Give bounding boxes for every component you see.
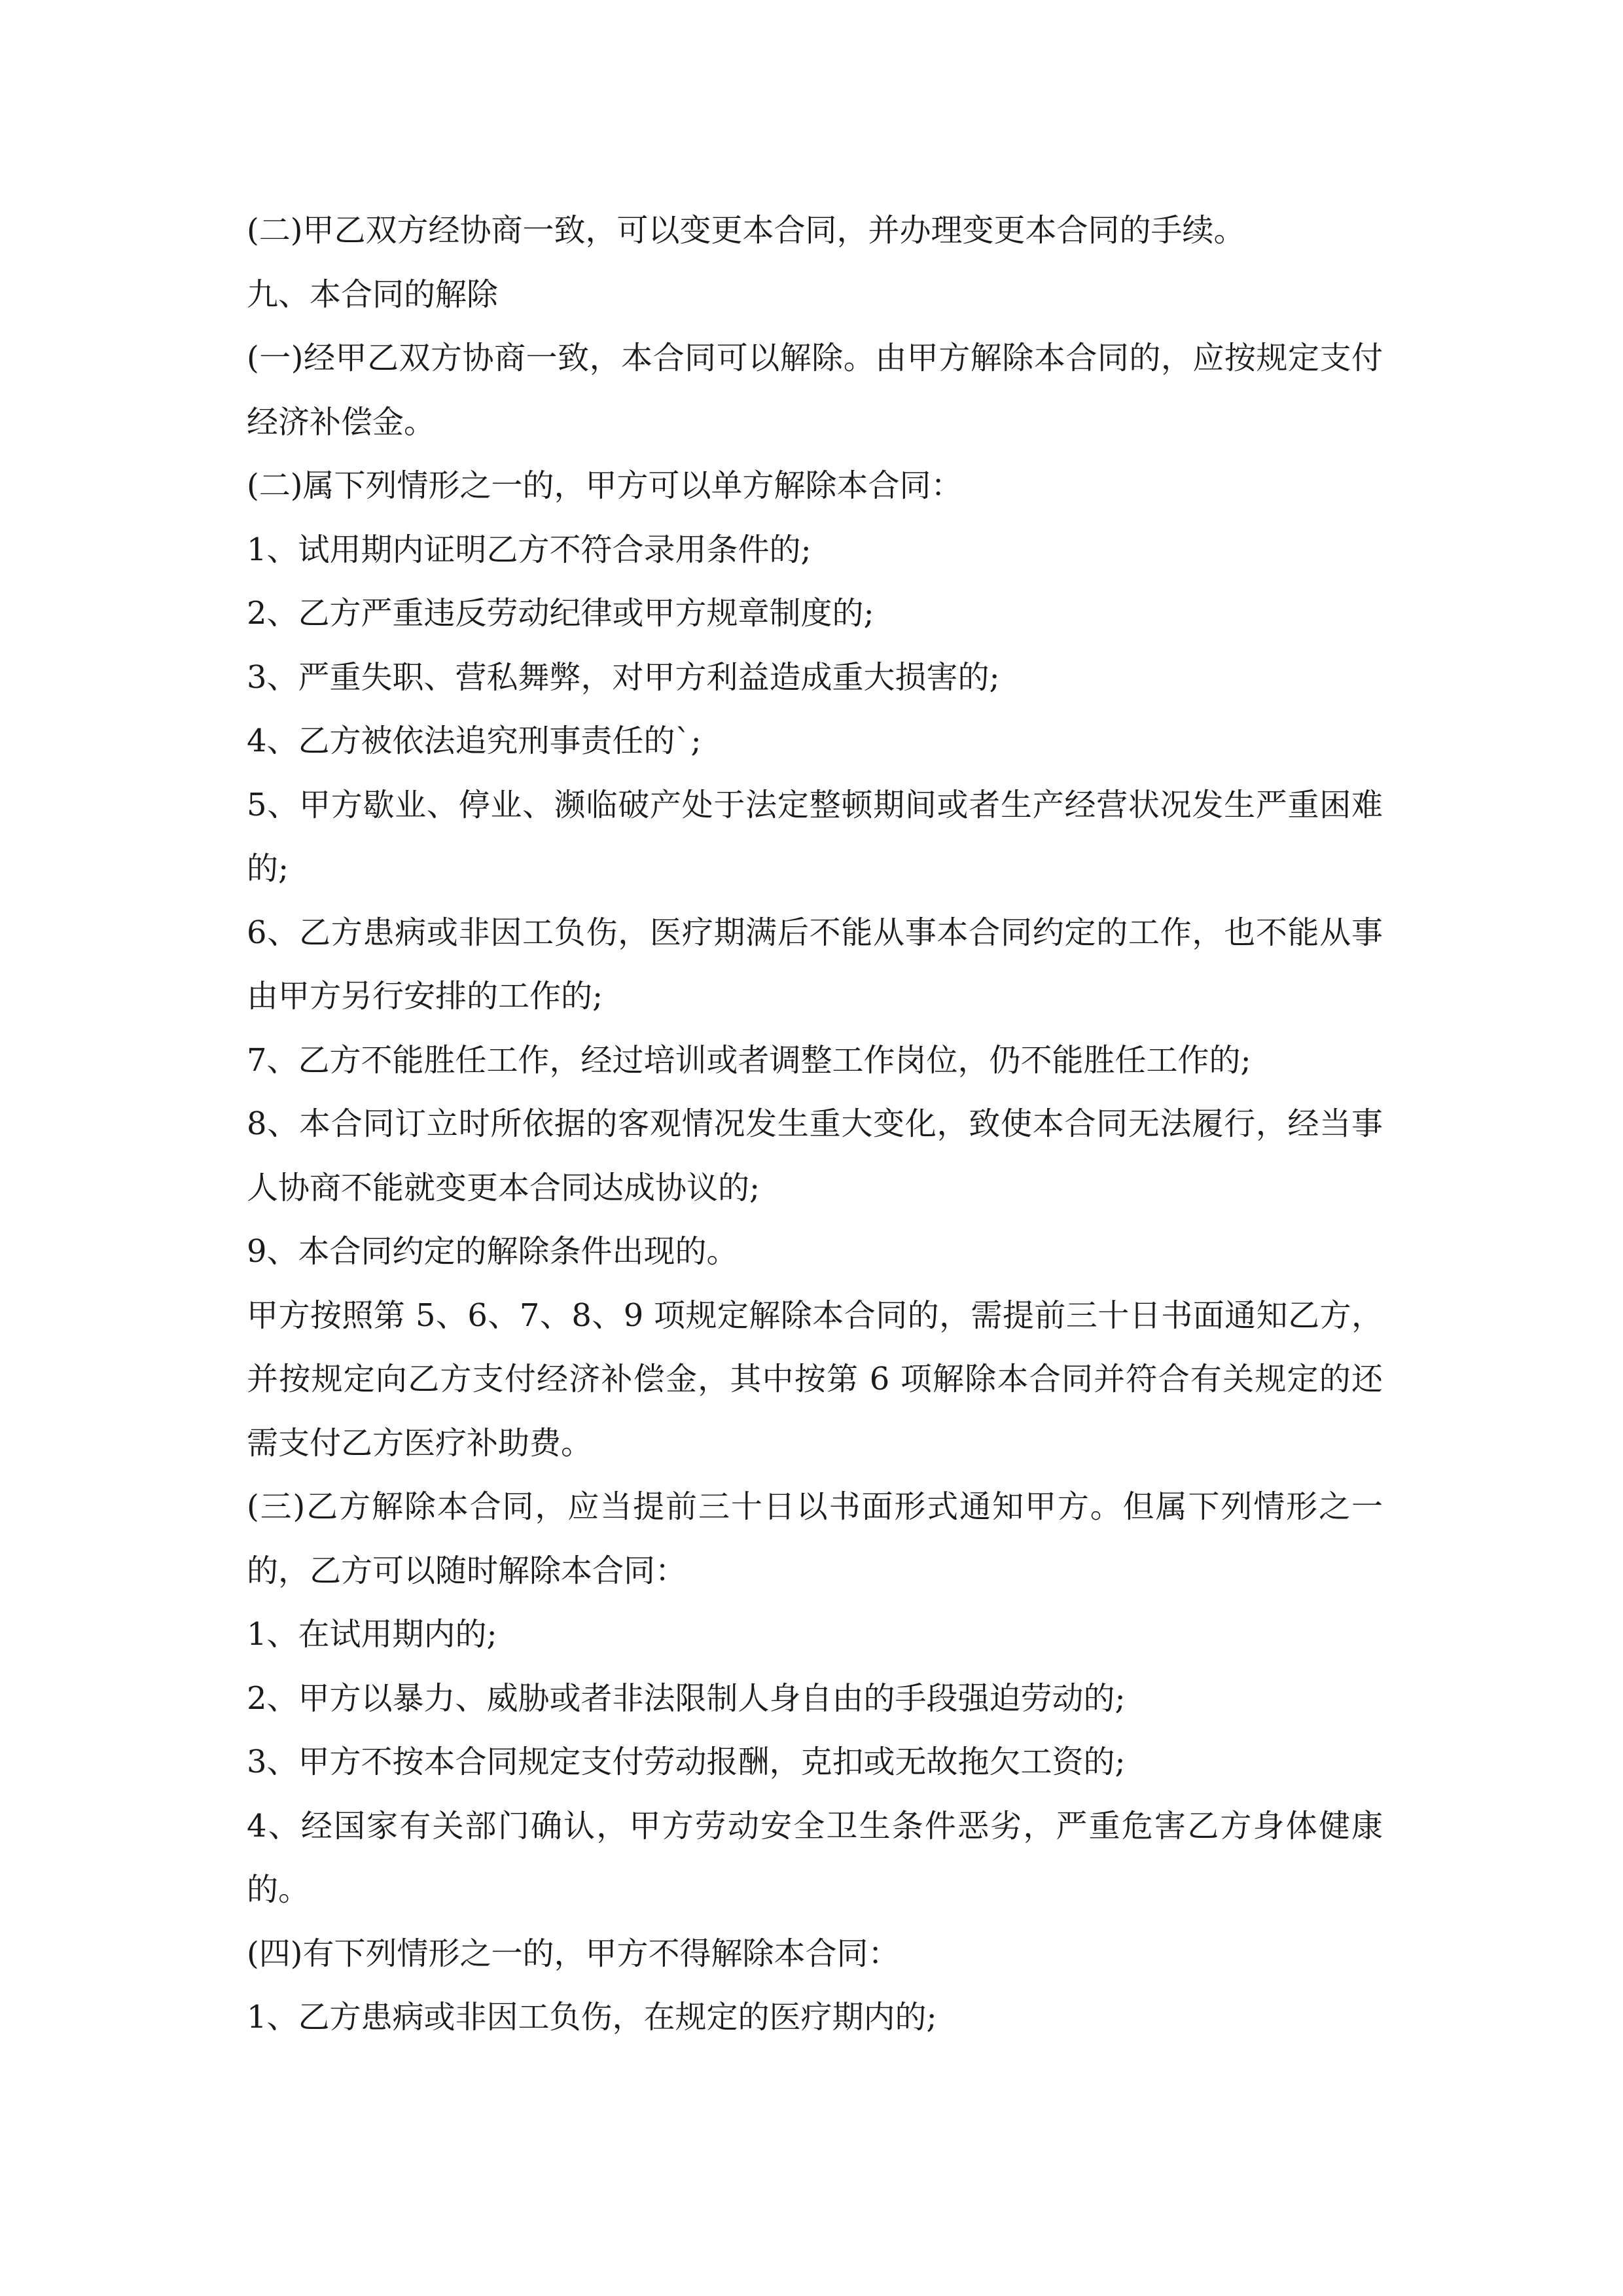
paragraph-employer-unilateral: (二)属下列情形之一的，甲方可以单方解除本合同： (247, 467, 963, 504)
list-item: 4、乙方被依法追究刑事责任的`; (247, 723, 702, 759)
list-item: 6、乙方患病或非因工负伤，医疗期满后不能从事本合同约定的工作，也不能从事由甲方另行安排的工作的; (247, 914, 1383, 1014)
list-item: 5、甲方歇业、停业、濒临破产处于法定整顿期间或者生产经营状况发生严重困难的; (247, 786, 1383, 887)
list-item: 1、在试用期内的; (247, 1616, 497, 1653)
list-item: 3、严重失职、营私舞弊，对甲方利益造成重大损害的; (247, 658, 1000, 696)
list-item: 1、乙方患病或非因工负伤，在规定的医疗期内的; (247, 1999, 937, 2036)
paragraph-mutual-termination: (一)经甲乙双方协商一致，本合同可以解除。由甲方解除本合同的，应按规定支付经济补偿金。 (247, 340, 1383, 440)
list-item: 4、经国家有关部门确认，甲方劳动安全卫生条件恶劣，严重危害乙方身体健康的。 (247, 1807, 1383, 1908)
paragraph-notice-compensation: 甲方按照第 5、6、7、8、9 项规定解除本合同的，需提前三十日书面通知乙方，并按规定向乙方支付经济补偿金，其中按第 6 项解除本合同并符合有关规定的还需支付乙方医疗补助费。 (247, 1297, 1383, 1462)
contract-text-body (247, 199, 1383, 2050)
list-item: 3、甲方不按本合同规定支付劳动报酬，克扣或无故拖欠工资的; (247, 1744, 1126, 1780)
paragraph-change-contract: (二)甲乙双方经协商一致，可以变更本合同，并办理变更本合同的手续。 (247, 212, 1245, 249)
list-item: 9、本合同约定的解除条件出现的。 (247, 1233, 738, 1270)
section-heading-termination: 九、本合同的解除 (247, 276, 499, 313)
list-item: 2、乙方严重违反劳动纪律或甲方规章制度的; (247, 595, 874, 632)
paragraph-employee-termination: (三)乙方解除本合同，应当提前三十日以书面形式通知甲方。但属下列情形之一的，乙方可以随时解除本合同： (247, 1488, 1383, 1589)
list-item: 1、试用期内证明乙方不符合录用条件的; (247, 531, 812, 568)
list-item: 2、甲方以暴力、威胁或者非法限制人身自由的手段强迫劳动的; (247, 1679, 1126, 1717)
paragraph-no-termination: (四)有下列情形之一的，甲方不得解除本合同： (247, 1935, 900, 1972)
list-item: 8、本合同订立时所依据的客观情况发生重大变化，致使本合同无法履行，经当事人协商不能就变更本合同达成协议的; (247, 1105, 1383, 1206)
list-item: 7、乙方不能胜任工作，经过培训或者调整工作岗位，仍不能胜任工作的; (247, 1041, 1251, 1079)
